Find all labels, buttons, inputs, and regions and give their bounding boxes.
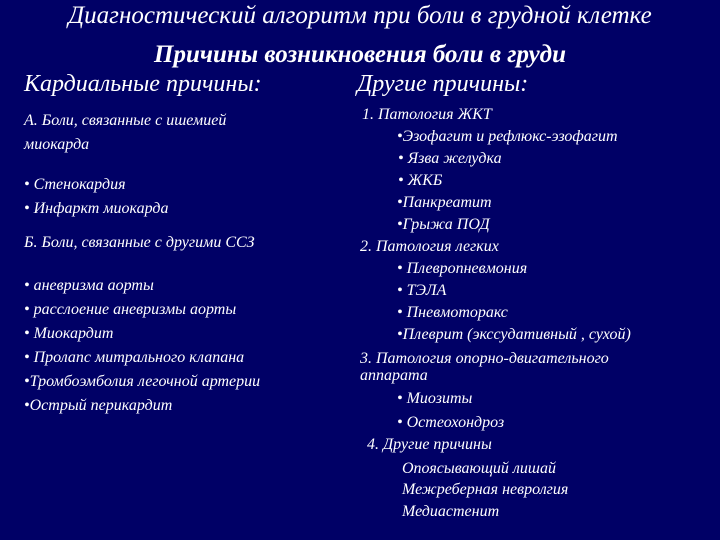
list-item: • Миокардит xyxy=(24,325,114,342)
list-item: • Язва желудка xyxy=(398,150,502,167)
list-item: Опоясывающий лишай xyxy=(402,460,556,477)
list-item: • Стенокардия xyxy=(24,176,126,193)
list-item: аппарата xyxy=(360,367,428,384)
slide-title: Диагностический алгоритм при боли в грудной клетке xyxy=(68,2,652,29)
list-item: • ЖКБ xyxy=(398,172,443,189)
list-item: 1. Патология ЖКТ xyxy=(362,106,492,123)
other-causes-heading: Другие причины: xyxy=(357,71,529,97)
list-item: •Тромбоэмболия легочной артерии xyxy=(24,373,261,390)
slide-subtitle: Причины возникновения боли в груди xyxy=(154,41,566,68)
list-item: • Миозиты xyxy=(397,390,473,407)
list-item: • аневризма аорты xyxy=(24,277,154,294)
list-item: 4. Другие причины xyxy=(367,436,492,453)
cardiac-causes-heading: Кардиальные причины: xyxy=(24,71,262,97)
list-item: •Панкреатит xyxy=(397,194,492,211)
list-item: • Пневмоторакс xyxy=(397,304,508,321)
list-item: • ТЭЛА xyxy=(397,282,447,299)
list-item: • Инфаркт миокарда xyxy=(24,200,169,217)
list-item: Межреберная невролгия xyxy=(402,481,569,498)
list-item: •Грыжа ПОД xyxy=(397,216,490,233)
list-item: • Остеохондроз xyxy=(397,414,505,431)
list-item: •Эзофагит и рефлюкс-эзофагит xyxy=(397,128,618,145)
list-item: А. Боли, связанные с ишемией xyxy=(24,112,227,129)
list-item: • расслоение аневризмы аорты xyxy=(24,301,237,318)
list-item: •Плеврит (экссудативный , сухой) xyxy=(397,326,631,343)
list-item: •Острый перикардит xyxy=(24,397,173,414)
list-item: • Плевропневмония xyxy=(397,260,528,277)
list-item: 2. Патология легких xyxy=(360,238,499,255)
list-item: • Пролапс митрального клапана xyxy=(24,349,245,366)
list-item: Б. Боли, связанные с другими ССЗ xyxy=(24,234,255,251)
list-item: миокарда xyxy=(24,136,90,153)
list-item: 3. Патология опорно-двигательного xyxy=(360,350,609,367)
list-item: Медиастенит xyxy=(402,503,500,520)
